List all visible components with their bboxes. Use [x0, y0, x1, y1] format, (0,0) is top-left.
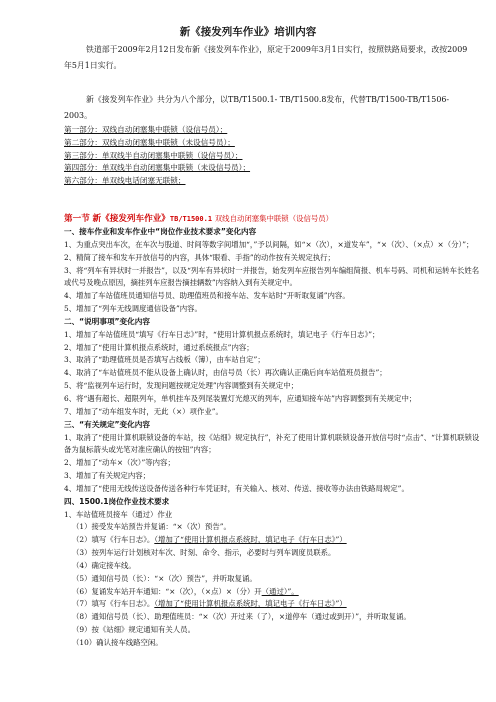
toc-item[interactable]: 第三部分：单双线半自动闭塞集中联锁（设信号员）； [64, 150, 243, 160]
intro-paragraph-2: 新《接发列车作业》共分为八个部分，以TB/T1500.1- TB/T1500.8发布，代替TB/T1500-TB/T1506-2003。 [64, 95, 450, 120]
list-item: 3、增加了有关规定内容； [64, 471, 151, 481]
section-1-code: TB/T1500.1 [169, 215, 213, 223]
table-of-contents [64, 124, 250, 188]
list-item: 3、取消了“助理值班员是否填写占线板（簿），由车站自定”； [64, 355, 265, 365]
toc-item[interactable]: 第一部分：双线自动闭塞集中联锁（设信号员）； [64, 125, 228, 134]
toc-item[interactable]: 第四部分：单双线半自动闭塞集中联锁（未设信号员）； [64, 163, 251, 173]
list-item [64, 560, 484, 573]
section-1-title: 新《接发列车作业》 [92, 214, 170, 224]
list-item: 1、为重点突出车次，在车次与股道、时间等数字间增加“，”予以间隔，如“×（次），×道发车”，“×（次）、（×点）×（分）”； [64, 239, 474, 249]
list-item: 4、增加了“使用无线传送设备传送各种行车凭证时，有关输入、核对、传送、接收等办法由铁路局规定”。 [64, 483, 409, 493]
subheading-1: 一、接车作业和发车作业中“岗位作业技术要求”变化内容 [64, 227, 257, 236]
list-item: 1、车站值班员接车（通过）作业 [64, 509, 173, 519]
list-item: 2、增加了“动车×（次）”等内容； [64, 458, 175, 468]
item-text: （6）复诵发车站开车通知：“×（次），（×点）×（分）开 [72, 586, 262, 596]
intro-paragraph-1: 铁道部于2009年2月12日发布新《接发列车作业》，原定于2009年3月1日实行，按照铁路局要求，改按2009年5月1日实行。 [64, 45, 468, 70]
document-title: 新《接发列车作业》培训内容 [179, 26, 317, 38]
list-item: 7、增加了“动车组发车时，无此（×）项作业”。 [64, 406, 223, 416]
list-item: 6、将“遇有超长、超限列车，单机挂车及列尾装置灯光熄灭的列车，应通知接车站”内容调整到有关规定中； [64, 393, 417, 403]
item-text: （5）通知信号员（长）：“×（次）预告”，并听取复诵。 [72, 573, 257, 583]
section-1-heading [64, 212, 484, 224]
list-item: 4、取消了“车站值班员不能从设备上确认时，由信号员（长）再次确认正确后向车站值班员报告”； [64, 368, 387, 378]
list-item [64, 547, 484, 560]
section-1-subtitle: 双线自动闭塞集中联锁（设信号员） [214, 214, 334, 223]
list-item [64, 573, 484, 586]
subheading-3: 三、“有关规定”变化内容 [64, 419, 150, 429]
list-item [64, 611, 484, 624]
list-item [64, 598, 484, 611]
list-item: 5、将“监视列车运行时，发现问题按规定处理”内容调整到有关规定中； [64, 381, 298, 391]
list-item: 1、取消了“使用计算机联锁设备的车站，按《站细》规定执行”，补充了使用计算机联锁设备开放信号时“点击”、“计算机联锁设备为鼠标箭头或光笔对准应确认的按钮”内容； [64, 432, 480, 455]
section-1-body [64, 226, 484, 650]
item-text: （3）按列车运行计划核对车次、时刻、命令、指示，必要时与列车调度员联系。 [72, 548, 336, 558]
list-item [64, 637, 484, 650]
list-item: 4、增加了车站值班员通知信号员、助理值班员和接车站、发车站时“开听取复诵”内容。 [64, 291, 350, 301]
list-item [64, 521, 484, 534]
item-text: （7）填写《行车日志》。 [72, 599, 155, 609]
list-item: 2、精简了接车和发车开放信号的内容，具体“眼看、手指”的动作按有关规定执行； [64, 252, 335, 262]
item-text: （9）按《站细》规定通知有关人员。 [72, 625, 195, 635]
list-item [64, 534, 484, 547]
list-item [64, 586, 484, 599]
item-text: （4）确定接车线。 [72, 560, 136, 570]
item-text: （2）填写《行车日志》。 [72, 535, 155, 545]
list-item: 1、增加了车站值班员“填写《行车日志》”时，“使用计算机报点系统时，填记电子《行车日志》”； [64, 329, 380, 339]
section-1-prefix: 第一节 [64, 214, 90, 224]
list-item [64, 624, 484, 637]
item-underlined-text: （通过）”。 [261, 586, 299, 596]
item-underlined-text: （增加了“使用计算机报点系统时，填记电子《行车日志》”） [154, 599, 347, 609]
toc-item[interactable]: 第六部分：单双线电话闭塞无联锁； [64, 176, 186, 186]
list-item: 2、增加了“使用计算机报点系统时，通过系统报点”内容； [64, 342, 254, 352]
item-underlined-text: （增加了“使用计算机报点系统时，填记电子《行车日志》”） [154, 535, 347, 545]
item-text: （10）确认接车线路空闲。 [72, 638, 163, 647]
list-item: 3、将“列车有异状时一并报告”，以及“列车有异状时一并报告，始发列车应报告列车编组简报、机车号码、司机和运转车长姓名或代号及晚点原因，摘挂列车应报告摘挂辆数”内容纳入到有关规定中。 [64, 265, 480, 288]
subheading-2: 二、“说明事项”变化内容 [64, 316, 150, 326]
subheading-4: 四、1500.1岗位作业技术要求 [64, 496, 170, 506]
item-text: （1）接受发车站预告并复诵：“×（次）预告”。 [72, 522, 231, 532]
list-item: 5、增加了“列车无线调度通信设备”内容。 [64, 304, 202, 314]
toc-item[interactable]: 第二部分：双线自动闭塞集中联锁（未设信号员）； [64, 137, 235, 147]
item-text: （8）通知信号员（长）、助理值班员：“×（次）开过来（了），×道停车（通过或到开）”，并听取复诵。 [72, 612, 411, 622]
